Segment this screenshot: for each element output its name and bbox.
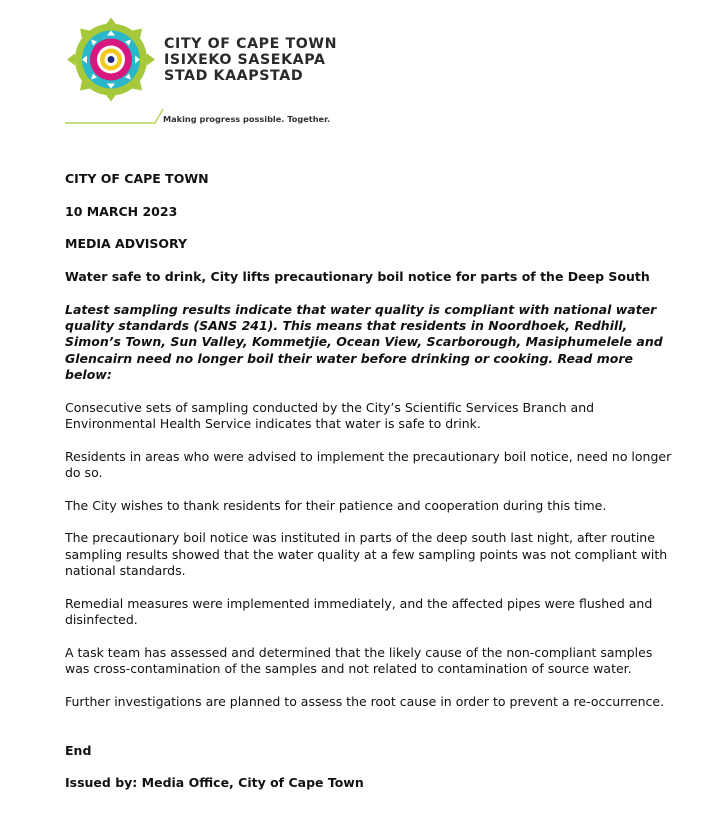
body-paragraph: The City wishes to thank residents for their patience and cooperation during this time. bbox=[65, 497, 607, 513]
tagline-rule bbox=[65, 107, 165, 127]
body-paragraph: The precautionary boil notice was instituted in parts of the deep south last night, after routine sampling results showed that the water quality at a few sampling points was not compliant with national standards. bbox=[65, 530, 668, 578]
org-name-xh: ISIXEKO SASEKAPA bbox=[164, 52, 326, 68]
letterhead bbox=[0, 0, 400, 140]
issued-by: Issued by: Media Office, City of Cape Town bbox=[65, 775, 364, 791]
org-name-af: STAD KAAPSTAD bbox=[164, 68, 304, 84]
headline: Water safe to drink, City lifts precautionary boil notice for parts of the Deep South bbox=[65, 269, 650, 285]
doc-date: 10 MARCH 2023 bbox=[65, 203, 178, 219]
body-paragraph: Residents in areas who were advised to implement the precautionary boil notice, need no longer do so. bbox=[65, 448, 672, 480]
doc-org: CITY OF CAPE TOWN bbox=[65, 171, 209, 186]
media-advisory bbox=[65, 171, 675, 792]
doc-type: MEDIA ADVISORY bbox=[65, 236, 188, 252]
body-paragraph: Further investigations are planned to assess the root cause in order to prevent a re-occurrence. bbox=[65, 693, 665, 709]
end-marker: End bbox=[65, 742, 92, 758]
lead-paragraph: Latest sampling results indicate that water quality is compliant with national water quality standards (SANS 241). This means that residents in Noordhoek, Redhill, Simon’s Town, Sun Valley, Kommetjie, Ocean View, Scarborough, Masiphumelele and Glencairn need no longer boil their water before drinking or cooking. Read more below: bbox=[65, 301, 663, 382]
tagline: Making progress possible. Together. bbox=[163, 114, 331, 124]
body-paragraph: Remedial measures were implemented immediately, and the affected pipes were flushed and disinfected. bbox=[65, 595, 653, 627]
city-emblem-icon bbox=[66, 17, 156, 102]
org-name-en: CITY OF CAPE TOWN bbox=[164, 36, 338, 52]
body-paragraph: A task team has assessed and determined that the likely cause of the non-compliant samples was cross-contamination of the samples and not related to contamination of source water. bbox=[65, 644, 653, 676]
body-paragraph: Consecutive sets of sampling conducted by the City’s Scientific Services Branch and Environmental Health Service indicates that water is safe to drink. bbox=[65, 399, 595, 431]
